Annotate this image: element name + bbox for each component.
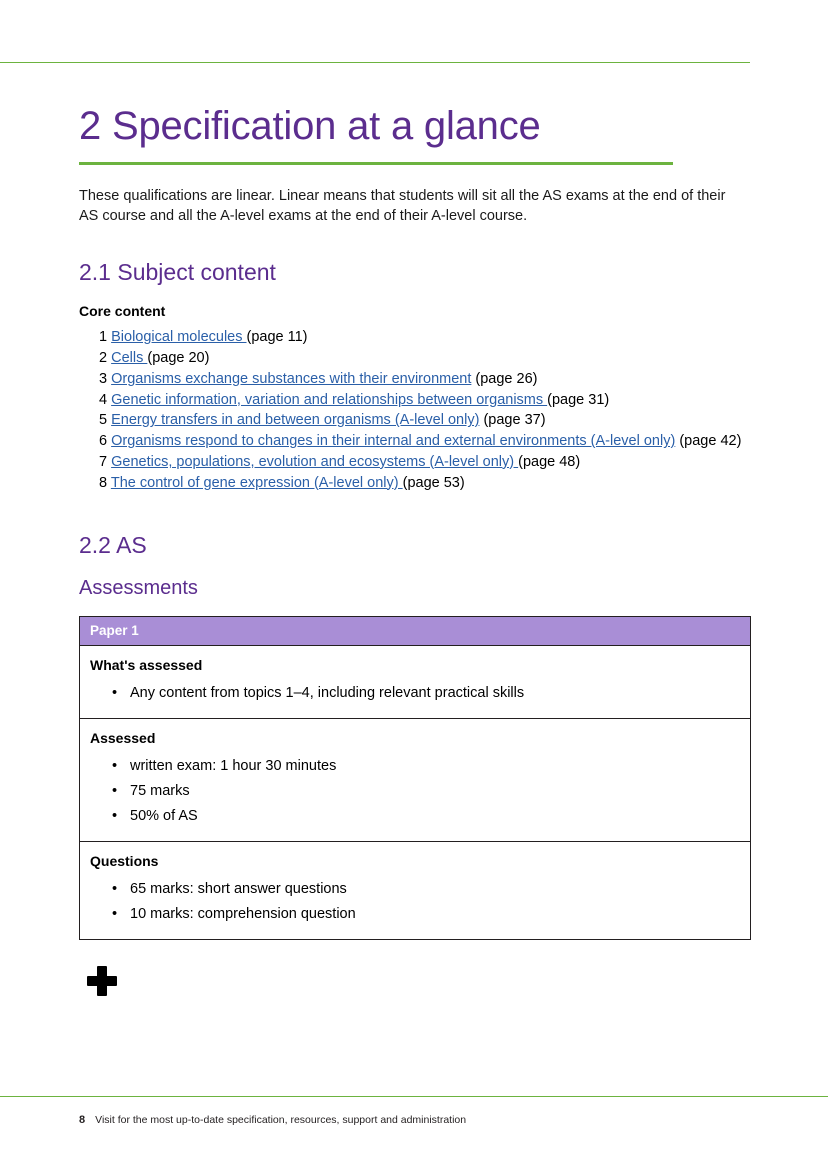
toc-link-control-of-gene-expression[interactable]: The control of gene expression (A-level only) [110,474,403,491]
bullet-list [90,756,740,827]
item-number: 3 [99,370,108,387]
core-content-list [79,327,751,493]
list-item: • 65 marks: short answer questions [112,879,740,900]
list-item [99,431,751,452]
whats-assessed-block [80,646,750,718]
list-item [99,348,751,369]
toc-link-genetic-information[interactable]: Genetic information, variation and relationships between organisms [111,391,548,408]
footer-text: Visit for the most up-to-date specification, resources, support and administration [95,1114,467,1126]
item-number: 6 [99,433,108,450]
toc-link-organisms-respond[interactable]: Organisms respond to changes in their internal and external environments (A-level only) [111,433,676,450]
table-row [80,718,751,841]
item-page-ref: (page 11) [246,329,308,346]
list-item [99,452,751,473]
list-item: • 75 marks [112,781,740,802]
spacer [79,493,751,533]
list-item [99,327,751,348]
page-title: 2 Specification at a glance [79,104,541,148]
item-page-ref: (page 42) [675,433,742,450]
list-item [99,369,751,390]
table-cell [80,645,751,718]
item-page-ref: (page 26) [471,370,538,387]
block-title: Assessed [90,729,156,746]
assessments-heading: Assessments [79,576,198,599]
list-item [99,473,751,494]
top-rule [0,62,750,63]
bullet-list [90,879,740,925]
item-number: 5 [99,412,108,429]
table-cell [80,718,751,841]
plus-icon-vertical-bar [97,966,107,996]
page-footer [79,1114,466,1126]
bottom-rule [0,1096,828,1097]
intro-paragraph: These qualifications are linear. Linear means that students will sit all the AS exams at the end of their AS course and all the A-level exams at the end of their A-level course. [79,188,726,224]
toc-link-cells[interactable]: Cells [111,350,148,367]
table-row [80,841,751,939]
bullet-list [90,683,740,704]
page-content [79,104,751,996]
list-item [99,390,751,411]
item-page-ref: (page 20) [147,350,210,367]
toc-link-biological-molecules[interactable]: Biological molecules [111,329,247,346]
toc-link-organisms-exchange-substances[interactable]: Organisms exchange substances with their environment [111,370,472,387]
section-heading-as: 2.2 AS [79,532,147,559]
block-title: Questions [90,852,159,869]
item-page-ref: (page 37) [479,412,546,429]
questions-block [80,842,750,939]
list-item: • written exam: 1 hour 30 minutes [112,756,740,777]
item-number: 1 [99,329,108,346]
item-number: 2 [99,350,108,367]
list-item [99,410,751,431]
title-underline [79,162,673,165]
list-item: • 50% of AS [112,806,740,827]
item-page-ref: (page 31) [547,391,610,408]
table-row [80,645,751,718]
paper-1-table [79,616,751,940]
item-number: 8 [99,474,108,491]
block-title: What's assessed [90,656,203,673]
core-content-label: Core content [79,303,166,320]
item-page-ref: (page 48) [518,453,581,470]
table-cell [80,841,751,939]
section-heading-subject-content: 2.1 Subject content [79,259,276,286]
table-row [80,616,751,645]
item-number: 7 [99,453,108,470]
list-item: • 10 marks: comprehension question [112,904,740,925]
list-item: • Any content from topics 1–4, including relevant practical skills [112,683,740,704]
item-number: 4 [99,391,108,408]
item-page-ref: (page 53) [402,474,465,491]
footer-page-number: 8 [79,1114,86,1126]
toc-link-genetics-populations[interactable]: Genetics, populations, evolution and ecosystems (A-level only) [111,453,519,470]
table-cell [80,616,751,645]
paper-header-label: Paper 1 [80,617,750,645]
toc-link-energy-transfers[interactable]: Energy transfers in and between organisms (A-level only) [111,412,480,429]
assessed-block [80,719,750,841]
plus-icon[interactable] [87,966,117,996]
